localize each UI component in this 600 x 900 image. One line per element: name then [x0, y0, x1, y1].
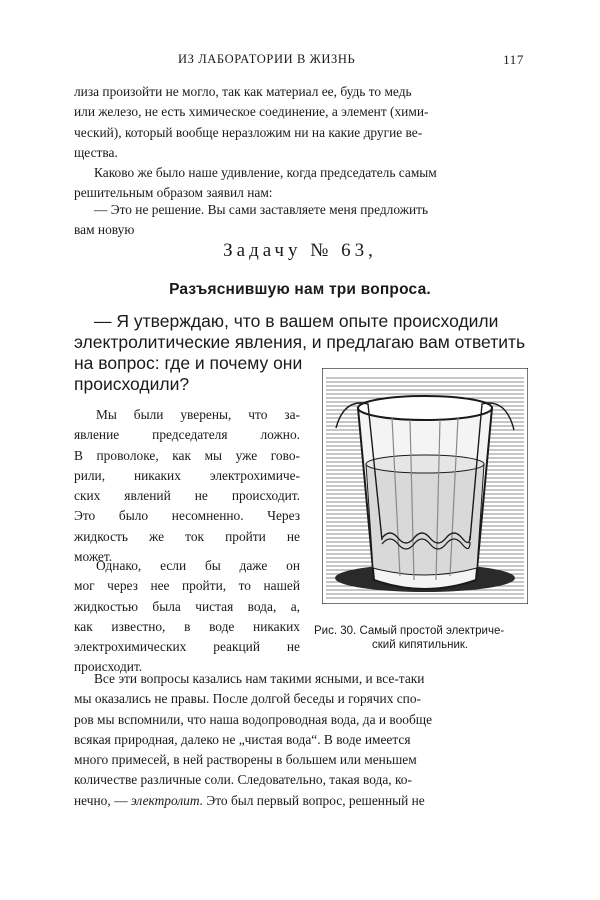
- text-line: много примесей, в ней растворены в большем или меньшем: [74, 752, 417, 768]
- text-line: Мы были уверены, что за-: [96, 407, 300, 422]
- text-line: может.: [74, 549, 113, 565]
- figure-glass-boiler: [322, 368, 528, 604]
- text-line: жидкостью была чистая вода, а,: [74, 598, 300, 614]
- text-line: щества.: [74, 144, 118, 160]
- running-head: [74, 52, 526, 72]
- text-line: происходит.: [74, 659, 143, 675]
- text-line: Все эти вопросы казались нам такими ясными, и все-таки: [94, 671, 425, 686]
- figure-caption: [314, 624, 534, 652]
- paragraph-pure-water: [74, 556, 300, 678]
- question-line: происходили?: [74, 374, 190, 394]
- final-line-start: нечно, —: [74, 792, 128, 808]
- text-line: В проволоке, как мы уже гово-: [74, 447, 300, 463]
- text-line: решительным образом заявил нам:: [74, 185, 273, 201]
- electrolyte-term: электролит.: [130, 792, 204, 808]
- paragraph-material-element: [74, 82, 526, 163]
- paragraph-surprise: [74, 163, 526, 204]
- question-line: — Я утверждаю, что в вашем опыте происходили: [94, 311, 499, 331]
- text-line: электрохимических реакций не: [74, 639, 300, 655]
- paragraph-impurities: [74, 669, 526, 811]
- caption-line-2: ский кипятильник.: [372, 639, 469, 651]
- text-line: жидкость же ток пройти не: [74, 528, 300, 544]
- question-line: электролитические явления, и предлагаю вам ответить: [74, 332, 526, 352]
- task-number-heading: Задачу № 63,: [223, 240, 377, 261]
- page-number: 117: [503, 52, 524, 67]
- running-title: ИЗ ЛАБОРАТОРИИ В ЖИЗНЬ: [178, 52, 356, 66]
- text-line: рили, никаких электрохимиче-: [74, 467, 300, 483]
- task-subtitle-heading: Разъяснившую нам три вопроса.: [169, 281, 431, 298]
- text-line: вам новую: [74, 222, 135, 238]
- text-line: или железо, не есть химическое соединение, а элемент (хими-: [74, 104, 429, 120]
- text-line: Однако, если бы даже он: [96, 558, 300, 573]
- text-line: лиза произойти не могло, так как материал ее, будь то медь: [74, 84, 412, 99]
- paragraph-not-solution: [74, 200, 526, 241]
- text-line: мы оказались не правы. После долгой беседы и горячих спо-: [74, 691, 422, 707]
- text-line: ских явлений не происходит.: [74, 488, 300, 504]
- caption-line-1: Самый простой электриче-: [359, 625, 505, 637]
- text-line: Каково же было наше удивление, когда председатель самым: [94, 165, 437, 180]
- text-line: Это было несомненно. Через: [74, 508, 300, 524]
- text-line: ров мы вспомнили, что наша водопроводная вода, да и вообще: [74, 711, 433, 727]
- text-line: количестве различные соли. Следовательно, такая вода, ко-: [74, 772, 412, 788]
- question-line: на вопрос: где и почему они: [74, 353, 303, 373]
- final-line-end: Это был первый вопрос, решенный не: [206, 792, 425, 808]
- text-line: как известно, в воде никаких: [74, 618, 300, 634]
- text-line: — Это не решение. Вы сами заставляете меня предложить: [94, 202, 429, 217]
- figure-label: Рис. 30.: [314, 625, 357, 637]
- text-line: ческий), который вообще неразложим ни на какие другие ве-: [74, 124, 423, 140]
- text-line-final: [74, 791, 526, 811]
- paragraph-certain: [74, 405, 300, 567]
- text-line: всякая природная, далеко не „чистая вода“. В воде имеется: [74, 731, 411, 747]
- glass-boiler-illustration: [322, 368, 528, 604]
- text-line: явление председателя ложно.: [74, 427, 300, 443]
- text-line: мог через нее пройти, то нашей: [74, 578, 300, 594]
